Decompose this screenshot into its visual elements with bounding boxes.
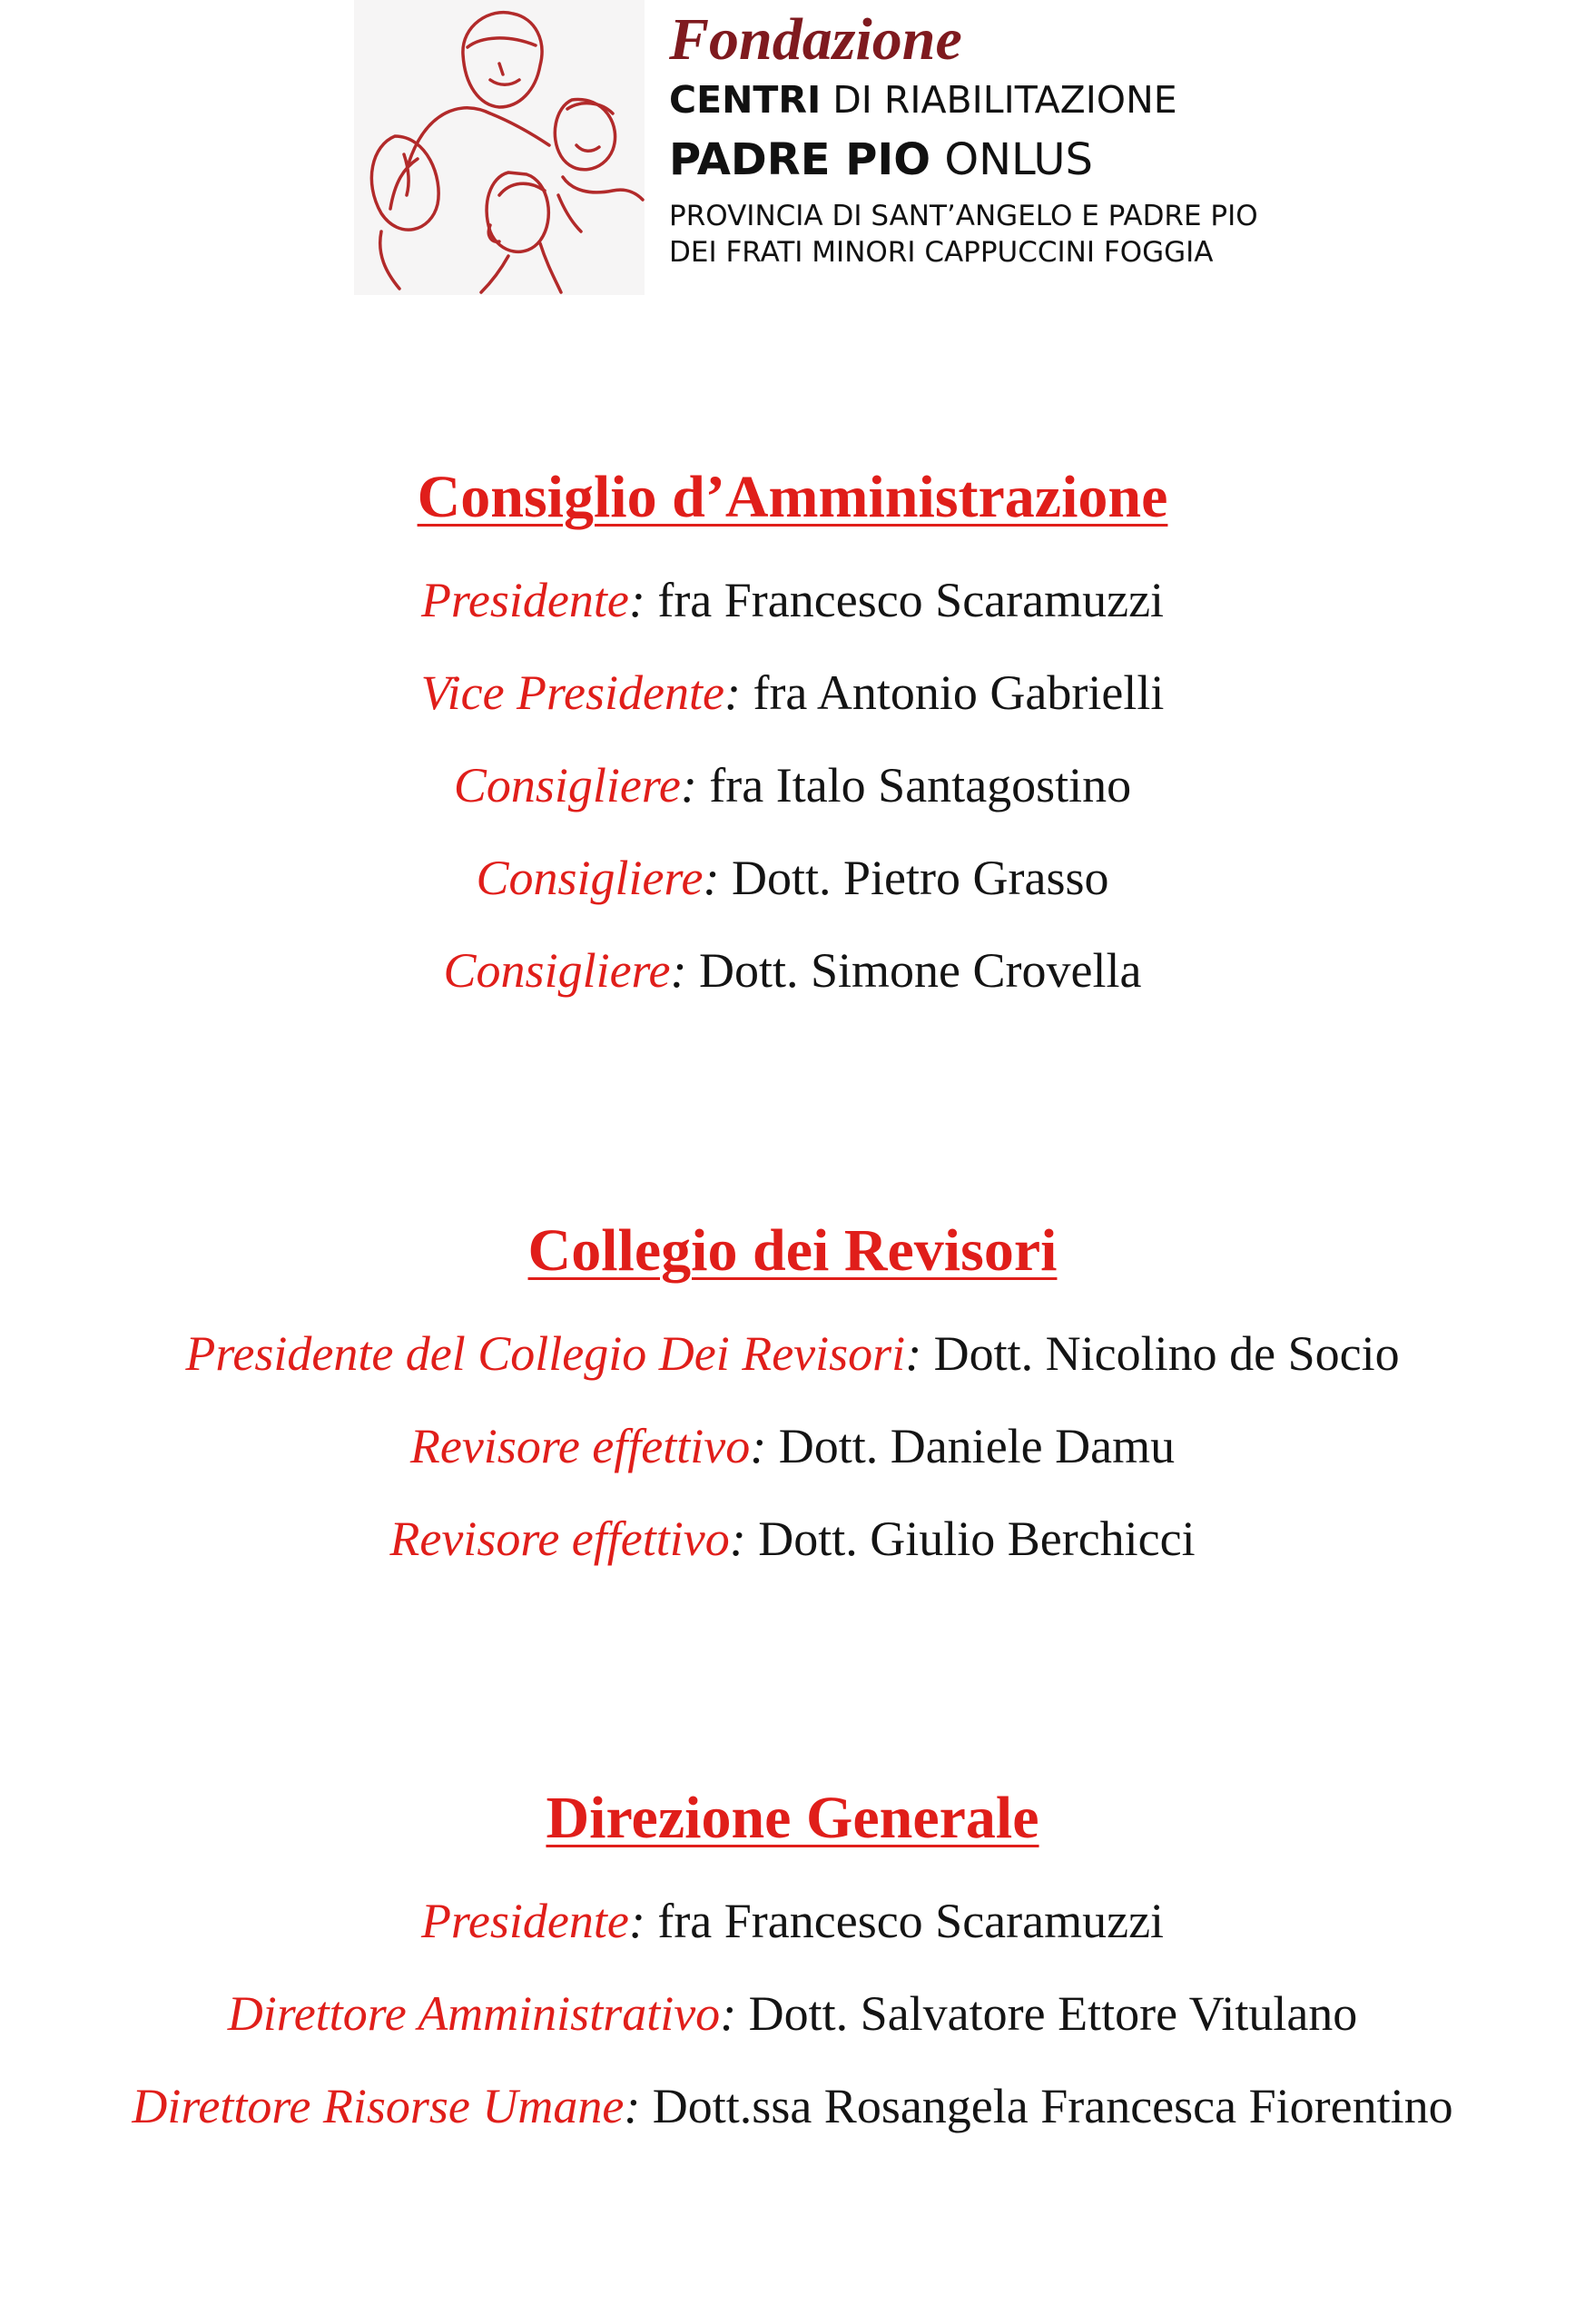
member-row	[0, 1875, 1585, 1967]
section-rows	[0, 1875, 1585, 2152]
member-row	[0, 1307, 1585, 1400]
member-row	[0, 739, 1585, 832]
org-line-padre-pio	[669, 131, 1258, 189]
section-collegio	[0, 1215, 1585, 1585]
letterhead	[354, 0, 1262, 300]
org-line-padre-pio-bold: PADRE PIO	[669, 134, 931, 185]
family-drawing-logo	[354, 0, 645, 295]
org-line-frati: DEI FRATI MINORI CAPPUCCINI FOGGIA	[669, 236, 1214, 269]
member-role: Revisore effettivo	[409, 1419, 751, 1473]
org-line-padre-pio-rest: ONLUS	[930, 134, 1093, 185]
section-title: Direzione Generale	[546, 1785, 1039, 1851]
role-separator: :	[680, 758, 710, 812]
member-row	[0, 2060, 1585, 2152]
role-separator: :	[624, 2079, 653, 2133]
member-name: Dott. Simone Crovella	[699, 943, 1142, 998]
member-name: fra Francesco Scaramuzzi	[657, 1894, 1165, 1948]
section-title: Consiglio d’Amministrazione	[417, 464, 1168, 530]
section-direzione	[0, 1782, 1585, 2152]
section-rows	[0, 1307, 1585, 1585]
member-row	[0, 924, 1585, 1017]
member-role: Consigliere	[443, 943, 671, 998]
role-separator: :	[724, 665, 753, 720]
member-role: Direttore Amministrativo	[227, 1986, 721, 2041]
role-separator: :	[720, 1986, 749, 2041]
member-name: Dott. Salvatore Ettore Vitulano	[748, 1986, 1358, 2041]
org-line-provincia: PROVINCIA DI SANT’ANGELO E PADRE PIO	[669, 200, 1258, 232]
org-line-centri-bold: CENTRI	[669, 78, 822, 122]
org-title: Fondazione	[669, 6, 962, 73]
role-separator: :	[750, 1419, 779, 1473]
section-rows	[0, 554, 1585, 1017]
organization-name-block	[669, 0, 1258, 271]
member-role: Revisore effettivo	[389, 1512, 730, 1566]
member-row	[0, 1967, 1585, 2060]
member-role: Presidente del Collegio Dei Revisori	[185, 1326, 906, 1381]
member-name: Dott.ssa Rosangela Francesca Fiorentino	[652, 2079, 1453, 2133]
section-consiglio	[0, 461, 1585, 1017]
role-separator: :	[703, 851, 732, 905]
member-name: fra Italo Santagostino	[709, 758, 1132, 812]
member-role: Consigliere	[453, 758, 681, 812]
member-role: Direttore Risorse Umane	[132, 2079, 625, 2133]
member-row	[0, 832, 1585, 924]
member-name: fra Antonio Gabrielli	[753, 665, 1165, 720]
member-name: Dott. Daniele Damu	[778, 1419, 1176, 1473]
role-separator: :	[905, 1326, 934, 1381]
member-name: Dott. Pietro Grasso	[732, 851, 1109, 905]
role-separator: :	[670, 943, 700, 998]
member-row	[0, 646, 1585, 739]
member-role: Presidente	[420, 573, 629, 627]
role-separator: :	[628, 1894, 658, 1948]
member-role: Presidente	[420, 1894, 629, 1948]
member-row	[0, 554, 1585, 646]
role-separator: :	[628, 573, 658, 627]
member-name: Dott. Giulio Berchicci	[758, 1512, 1196, 1566]
member-name: fra Francesco Scaramuzzi	[657, 573, 1165, 627]
org-line-centri-rest: DI RIABILITAZIONE	[821, 78, 1177, 122]
member-role: Consigliere	[476, 851, 704, 905]
member-role: Vice Presidente	[420, 665, 724, 720]
org-line-centri	[669, 76, 1258, 123]
member-row	[0, 1400, 1585, 1492]
member-row	[0, 1492, 1585, 1585]
member-name: Dott. Nicolino de Socio	[933, 1326, 1400, 1381]
section-title: Collegio dei Revisori	[527, 1217, 1058, 1284]
role-separator: :	[729, 1512, 759, 1566]
